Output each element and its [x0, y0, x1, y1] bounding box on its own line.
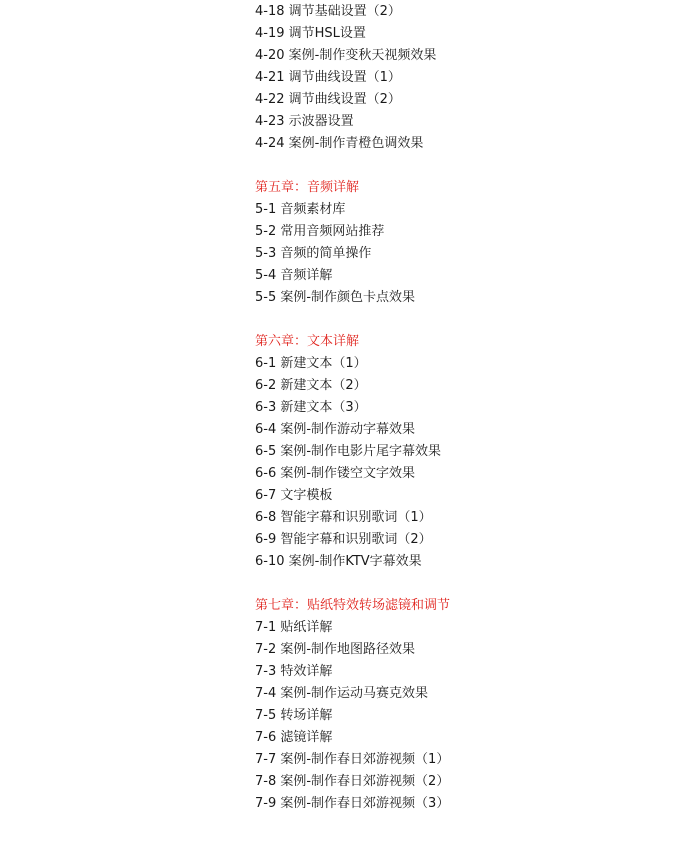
toc-item: 6-8 智能字幕和识别歌词（1）	[255, 510, 432, 525]
toc-item: 7-2 案例-制作地图路径效果	[255, 642, 416, 657]
toc-item: 6-9 智能字幕和识别歌词（2）	[255, 532, 432, 547]
toc-item: 7-1 贴纸详解	[255, 620, 333, 635]
toc-item: 6-7 文字模板	[255, 488, 333, 503]
toc-item: 7-9 案例-制作春日郊游视频（3）	[255, 796, 450, 811]
toc-item: 4-24 案例-制作青橙色调效果	[255, 136, 424, 151]
toc-item: 6-5 案例-制作电影片尾字幕效果	[255, 444, 442, 459]
toc-item: 7-8 案例-制作春日郊游视频（2）	[255, 774, 450, 789]
toc-item: 4-21 调节曲线设置（1）	[255, 70, 401, 85]
toc-item: 5-1 音频素材库	[255, 202, 346, 217]
toc-item: 6-1 新建文本（1）	[255, 356, 367, 371]
toc-group-chapter-6	[255, 331, 675, 573]
chapter-heading: 第七章：贴纸特效转场滤镜和调节	[255, 598, 451, 613]
toc-item: 5-4 音频详解	[255, 268, 333, 283]
chapter-heading: 第六章：文本详解	[255, 334, 360, 349]
toc-item: 4-20 案例-制作变秋天视频效果	[255, 48, 437, 63]
toc-item: 6-6 案例-制作镂空文字效果	[255, 466, 416, 481]
toc-item: 6-4 案例-制作游动字幕效果	[255, 422, 416, 437]
toc-item: 6-2 新建文本（2）	[255, 378, 367, 393]
toc-group-chapter-5	[255, 177, 675, 309]
toc-item: 6-10 案例-制作KTV字幕效果	[255, 554, 422, 569]
toc-item: 5-3 音频的简单操作	[255, 246, 372, 261]
toc-item: 7-3 特效详解	[255, 664, 333, 679]
toc-item: 7-4 案例-制作运动马赛克效果	[255, 686, 429, 701]
toc-item: 5-5 案例-制作颜色卡点效果	[255, 290, 416, 305]
toc-group-chapter-7	[255, 595, 675, 815]
toc-item: 6-3 新建文本（3）	[255, 400, 367, 415]
toc-item: 4-18 调节基础设置（2）	[255, 4, 401, 19]
section-spacer	[255, 573, 675, 595]
table-of-contents	[255, 1, 675, 815]
chapter-heading: 第五章：音频详解	[255, 180, 360, 195]
toc-item: 5-2 常用音频网站推荐	[255, 224, 385, 239]
section-spacer	[255, 155, 675, 177]
section-spacer	[255, 309, 675, 331]
toc-item: 7-5 转场详解	[255, 708, 333, 723]
toc-item: 7-7 案例-制作春日郊游视频（1）	[255, 752, 450, 767]
toc-item: 4-22 调节曲线设置（2）	[255, 92, 401, 107]
toc-item: 7-6 滤镜详解	[255, 730, 333, 745]
toc-item: 4-19 调节HSL设置	[255, 26, 366, 41]
toc-group-chapter-4	[255, 1, 675, 155]
toc-item: 4-23 示波器设置	[255, 114, 354, 129]
